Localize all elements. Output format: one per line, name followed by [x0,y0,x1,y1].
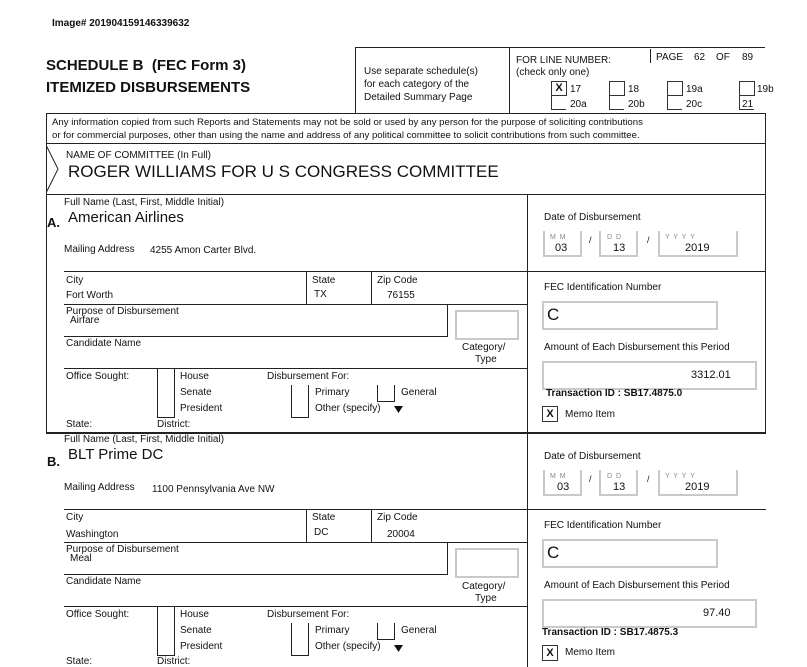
entry-a-city: Fort Worth [66,290,114,301]
entry-b-state-bottom-label: State: [66,656,93,667]
entry-a-senate-label: Senate [180,387,212,398]
entry-a-date-month: 03 [555,242,568,254]
entry-a-mailing-address-label: Mailing Address [64,244,135,255]
line-19b-label: 19b [757,84,774,95]
entry-b-date-mm-caption: M M [550,473,567,480]
entry-a-fec-id-label: FEC Identification Number [544,282,662,293]
entry-b-payee-name: BLT Prime DC [68,446,164,463]
entry-b-down-arrow-icon [394,645,403,653]
entry-b-date-label: Date of Disbursement [544,451,641,462]
entry-b-fec-id-box[interactable] [542,539,718,568]
check-only-one-label: (check only one) [516,67,590,78]
page-number: 62 [694,52,706,63]
entry-b-date-month: 03 [557,481,570,493]
separate-schedule-note: Use separate schedule(s) [364,66,478,77]
entry-a-full-name-label: Full Name (Last, First, Middle Initial) [64,197,225,208]
entry-a-primary-label: Primary [315,387,350,398]
entry-b-president-label: President [180,641,223,652]
entry-b-full-name-label: Full Name (Last, First, Middle Initial) [64,434,225,445]
entry-a-other-checkbox[interactable] [291,401,309,418]
line-19a-label: 19a [686,84,703,95]
entry-a-date-mm-caption: M M [550,234,567,241]
page-total: 89 [742,52,754,63]
entry-a-category-label: Category/ [462,342,506,353]
entry-a-purpose-label: Purpose of Disbursement [66,306,179,317]
image-id: Image# 201904159146339632 [52,18,190,29]
entry-a-disbursement-for-label: Disbursement For: [267,371,350,382]
entry-a-president-label: President [180,403,223,414]
entry-a-category-box[interactable] [455,310,519,340]
entry-b-primary-checkbox[interactable] [291,623,309,640]
entry-b-amount-label: Amount of Each Disbursement this Period [544,580,730,591]
line-18-checkbox[interactable] [609,81,625,96]
entry-b-zip-label: Zip Code [377,512,418,523]
entry-a-amount: 3312.01 [691,369,731,381]
entry-a-zip-label: Zip Code [377,275,418,286]
entry-b-type-label: Type [475,593,497,604]
entry-b-date-day: 13 [613,481,626,493]
separate-schedule-note-3: Detailed Summary Page [364,92,473,103]
line-17-checkbox[interactable] [551,81,567,96]
entry-a-amount-label: Amount of Each Disbursement this Period [544,342,730,353]
entry-b-date-slash-1: / [589,474,592,484]
entry-b-general-label: General [401,625,437,636]
entry-a-payee-name: American Airlines [68,209,184,226]
line-19b-checkbox[interactable] [739,81,755,96]
entry-b-memo-label: Memo Item [565,647,616,658]
entry-b-senate-label: Senate [180,625,212,636]
entry-b-zip: 20004 [387,529,415,540]
committee-name: ROGER WILLIAMS FOR U S CONGRESS COMMITTEE [68,162,499,181]
entry-a-house-checkbox[interactable] [157,369,175,386]
entry-a-fec-id-box[interactable] [542,301,718,330]
entry-a-date-yyyy-caption: Y Y Y Y [665,234,696,241]
line-20a-checkbox[interactable] [551,96,566,110]
line-20c-label: 20c [686,99,703,110]
entry-a-house-label: House [180,371,209,382]
entry-b-city: Washington [66,529,119,540]
entry-a-memo-label: Memo Item [565,409,616,420]
entry-a-date-year: 2019 [685,242,710,254]
entry-a-date-dd-caption: D D [607,234,623,241]
entry-b-office-sought-label: Office Sought: [66,609,130,620]
notice-text: Any information copied from such Reports and Statements may not be sold or used by any person for the purpose of soliciting contributions [52,117,643,128]
entry-b-transaction-id: Transaction ID : SB17.4875.3 [542,627,679,638]
entry-a-state: TX [314,289,327,300]
entry-a-date-slash-2: / [647,235,650,245]
entry-b-memo-check-mark: X [546,647,554,659]
entry-b-date-slash-2: / [647,474,650,484]
entry-b-date-yyyy-caption: Y Y Y Y [665,473,696,480]
page-label: PAGE [656,52,684,63]
entry-b-general-checkbox[interactable] [377,623,395,640]
entry-b-primary-label: Primary [315,625,350,636]
notice-text-2: or for commercial purposes, other than using the name and address of any political committee to solicit contributions from such committee. [52,130,640,141]
schedule-subtitle: ITEMIZED DISBURSEMENTS [46,79,251,96]
line-20a-label: 20a [570,99,587,110]
line-20b-checkbox[interactable] [609,96,624,110]
schedule-title: SCHEDULE B (FEC Form 3) [46,57,247,74]
entry-a-fec-id: C [547,305,560,324]
entry-b-city-label: City [66,512,84,523]
entry-a-district-label: District: [157,419,191,430]
entry-b-state-label: State [312,512,336,523]
separate-schedule-note-2: for each category of the [364,79,470,90]
line-20b-label: 20b [628,99,645,110]
entry-b-letter: B. [47,454,60,469]
entry-a-senate-checkbox[interactable] [157,385,175,402]
committee-arrow-icon [46,143,60,195]
entry-b-other-checkbox[interactable] [291,639,309,656]
entry-b-fec-id: C [547,543,560,562]
entry-b-disbursement-for-label: Disbursement For: [267,609,350,620]
entry-a-president-checkbox[interactable] [157,401,175,418]
entry-b-other-label: Other (specify) [315,641,381,652]
entry-b-amount: 97.40 [703,607,731,619]
for-line-number-label: FOR LINE NUMBER: [516,55,612,66]
entry-a-purpose: Airfare [70,315,100,326]
entry-a-memo-check-mark: X [546,408,554,420]
line-20c-checkbox[interactable] [667,96,682,110]
entry-a-mailing-address: 4255 Amon Carter Blvd. [150,245,257,256]
entry-a-date-label: Date of Disbursement [544,212,641,223]
entry-a-type-label: Type [475,354,497,365]
entry-b-purpose-label: Purpose of Disbursement [66,544,179,555]
entry-b-date-dd-caption: D D [607,473,623,480]
line-21-label: 21 [742,99,754,110]
entry-b-president-checkbox[interactable] [157,639,175,656]
entry-a-general-checkbox[interactable] [377,385,395,402]
entry-b-category-label: Category/ [462,581,506,592]
entry-a-city-label: City [66,275,84,286]
line-17-check-mark: X [555,82,563,94]
entry-a-candidate-name-label: Candidate Name [66,338,142,349]
line-18-label: 18 [628,84,640,95]
entry-b-state: DC [314,527,329,538]
entry-b-district-label: District: [157,656,191,667]
entry-a-down-arrow-icon [394,406,403,414]
entry-a-office-sought-label: Office Sought: [66,371,130,382]
entry-a-transaction-id: Transaction ID : SB17.4875.0 [546,388,683,399]
entry-b-date-year: 2019 [685,481,710,493]
entry-b-memo-checkbox[interactable] [542,645,558,661]
entry-a-date-day: 13 [613,242,626,254]
entry-a-other-label: Other (specify) [315,403,381,414]
line-17-label: 17 [570,84,582,95]
entry-b-mailing-address: 1100 Pennsylvania Ave NW [152,484,275,495]
entry-a-state-bottom-label: State: [66,419,93,430]
entry-b-house-checkbox[interactable] [157,607,175,624]
entry-a-date-slash-1: / [589,235,592,245]
entry-b-senate-checkbox[interactable] [157,623,175,640]
entry-b-purpose: Meal [70,553,92,564]
entry-a-state-label: State [312,275,336,286]
entry-a-memo-checkbox[interactable] [542,406,558,422]
line-19a-checkbox[interactable] [667,81,683,96]
entry-b-candidate-name-label: Candidate Name [66,576,142,587]
entry-b-mailing-address-label: Mailing Address [64,482,135,493]
entry-b-house-label: House [180,609,209,620]
of-label: OF [716,52,730,63]
committee-name-label: NAME OF COMMITTEE (In Full) [66,150,211,161]
entry-a-primary-checkbox[interactable] [291,385,309,402]
entry-a-letter: A. [47,215,60,230]
entry-a-general-label: General [401,387,437,398]
entry-b-category-box[interactable] [455,548,519,578]
entry-b-fec-id-label: FEC Identification Number [544,520,662,531]
entry-a-zip: 76155 [387,290,415,301]
